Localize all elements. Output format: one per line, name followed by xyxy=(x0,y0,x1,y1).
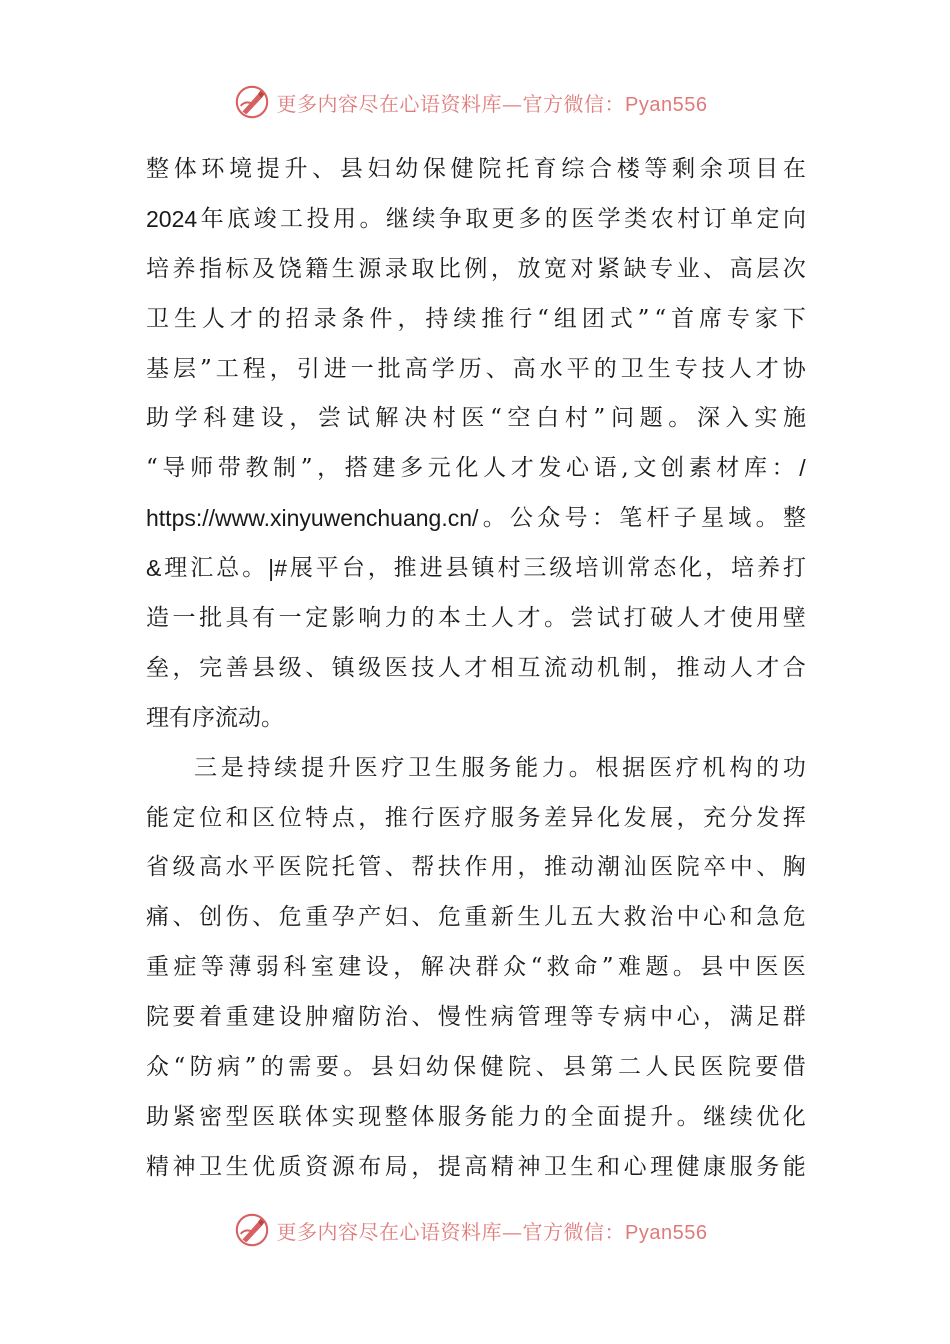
body-line: 助 紧 密 型 医 联 体 实 现 整 体 服 务 能 力 的 全 面 提 升 。 继 续 优 化 xyxy=(146,1103,806,1130)
body-line: 造 一 批 具 有 一 定 影 响 力 的 本 土 人 才 。 尝 试 打 破 人 才 使 用 壁 xyxy=(146,605,806,632)
pen-logo-icon xyxy=(233,83,271,121)
body-line: “ 导 师 带 教 制 ” ， 搭 建 多 元 化 人 才 发 心 语 , 文 创 素 材 库 ： / xyxy=(146,455,806,482)
footer-banner-text: 更多内容尽在心语资料库—官方微信：Pyan556 xyxy=(276,1219,708,1244)
header-wechat-id: Pyan556 xyxy=(625,93,708,116)
footer-banner xyxy=(0,1208,950,1252)
body-line: & 理 汇 总 。 |# 展 平 台 ， 推 进 县 镇 村 三 级 培 训 常 态 化 ， 培 养 打 xyxy=(146,555,806,582)
body-line: https://www.xinyuwenchuang.cn/ 。 公 众 号 ： 笔 杆 子 星 域 。 整 xyxy=(146,505,806,532)
footer-wechat-id: Pyan556 xyxy=(625,1221,708,1244)
body-line: 理 有 序 流 动 。 xyxy=(146,704,284,731)
body-line: 垒 ， 完 善 县 级 、 镇 级 医 技 人 才 相 互 流 动 机 制 ， 推 动 人 才 合 xyxy=(146,654,806,681)
body-line: 助 学 科 建 设 ， 尝 试 解 决 村 医 “ 空 白 村 ” 问 题 。 深 入 实 施 xyxy=(146,405,806,432)
document-body xyxy=(146,145,806,1193)
body-line: 精 神 卫 生 优 质 资 源 布 局 ， 提 高 精 神 卫 生 和 心 理 健 康 服 务 能 xyxy=(146,1153,806,1180)
body-line: 痛 、 创 伤 、 危 重 孕 产 妇 、 危 重 新 生 儿 五 大 救 治 中 心 和 急 危 xyxy=(146,904,806,931)
body-line: 培 养 指 标 及 饶 籍 生 源 录 取 比 例 ， 放 宽 对 紧 缺 专 业 、 高 层 次 xyxy=(146,255,806,282)
header-banner xyxy=(0,80,950,124)
body-line: 基 层 ” 工 程 ， 引 进 一 批 高 学 历 、 高 水 平 的 卫 生 专 技 人 才 协 xyxy=(146,355,806,382)
body-line: 院 要 着 重 建 设 肿 瘤 防 治 、 慢 性 病 管 理 等 专 病 中 心 ， 满 足 群 xyxy=(146,1004,806,1031)
body-line: 重 症 等 薄 弱 科 室 建 设 ， 解 决 群 众 “ 救 命 ” 难 题 。 县 中 医 医 xyxy=(146,954,806,981)
body-line: 众 “ 防 病 ” 的 需 要 。 县 妇 幼 保 健 院 、 县 第 二 人 民 医 院 要 借 xyxy=(146,1054,806,1081)
body-line: 整 体 环 境 提 升 、 县 妇 幼 保 健 院 托 育 综 合 楼 等 剩 余 项 目 在 xyxy=(146,156,806,182)
body-line: 2024 年 底 竣 工 投 用 。 继 续 争 取 更 多 的 医 学 类 农 村 订 单 定 向 xyxy=(146,205,806,232)
body-line: 能 定 位 和 区 位 特 点 ， 推 行 医 疗 服 务 差 异 化 发 展 ， 充 分 发 挥 xyxy=(146,804,806,831)
header-banner-text: 更多内容尽在心语资料库—官方微信：Pyan556 xyxy=(276,91,708,116)
body-line: 卫 生 人 才 的 招 录 条 件 ， 持 续 推 行 “ 组 团 式 ” “ 首 席 专 家 下 xyxy=(146,305,806,332)
body-line: 省 级 高 水 平 医 院 托 管 、 帮 扶 作 用 ， 推 动 潮 汕 医 院 卒 中 、 胸 xyxy=(146,854,806,881)
body-line: 三 是 持 续 提 升 医 疗 卫 生 服 务 能 力 。 根 据 医 疗 机 构 的 功 xyxy=(194,754,806,781)
pen-logo-icon xyxy=(233,1211,271,1249)
